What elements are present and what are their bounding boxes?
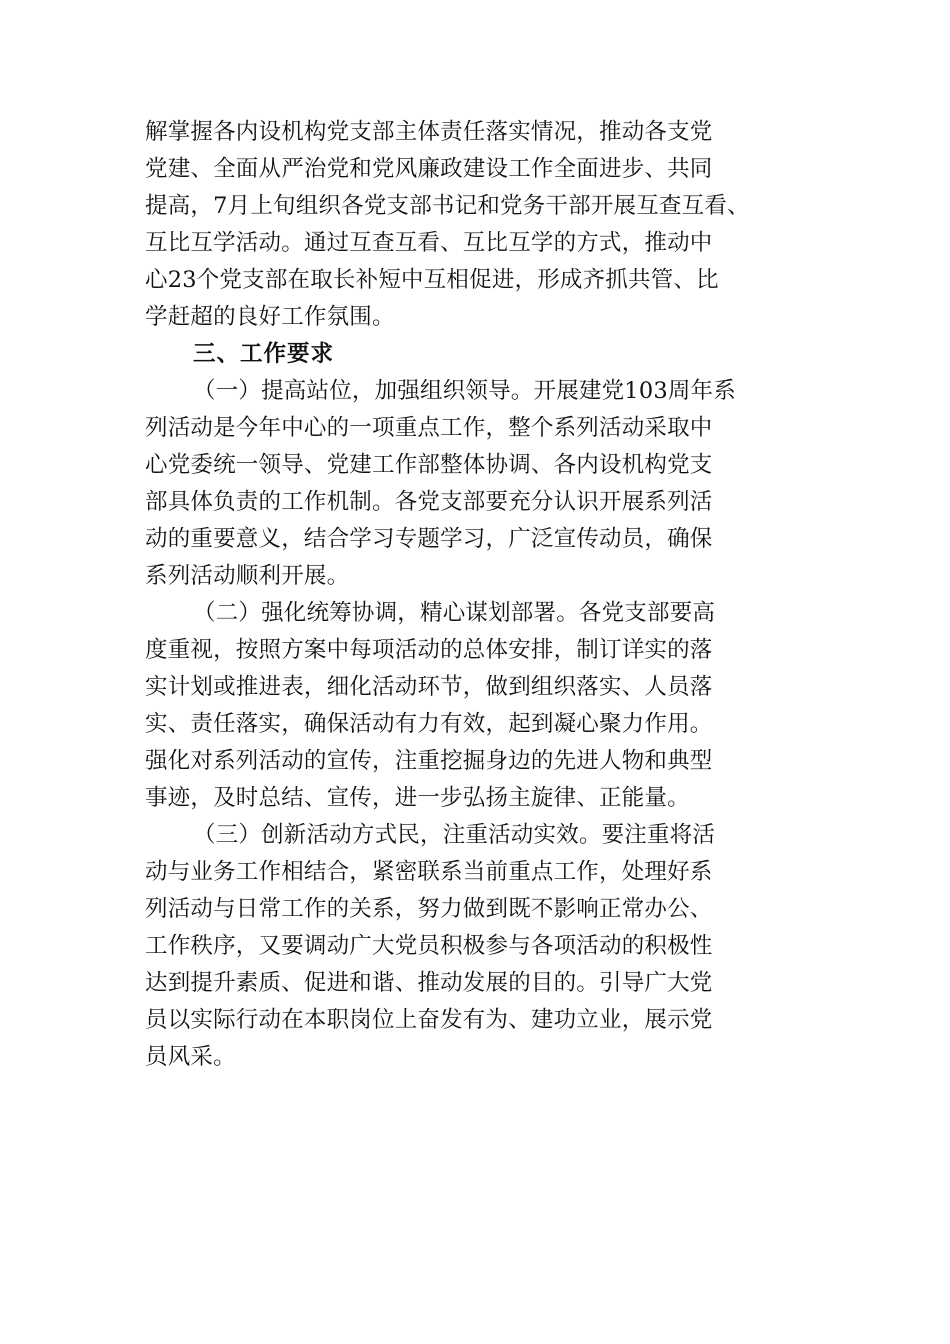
paragraph-line: 事迹，及时总结、宣传，进一步弘扬主旋律、正能量。 (145, 785, 690, 811)
paragraph-line: 实计划或推进表，细化活动环节，做到组织落实、人员落 (145, 674, 713, 700)
paragraph-line: 心23个党支部在取长补短中互相促进，形成齐抓共管、比 (145, 267, 719, 293)
paragraph-line: 达到提升素质、促进和谐、推动发展的目的。引导广大党 (145, 970, 713, 996)
paragraph-line: 员风采。 (145, 1044, 236, 1070)
paragraph-line: 列活动是今年中心的一项重点工作，整个系列活动采取中 (145, 415, 713, 441)
paragraph-line: 学赶超的良好工作氛围。 (145, 304, 395, 330)
paragraph-line: 互比互学活动。通过互查互看、互比互学的方式，推动中 (145, 230, 713, 256)
paragraph-line: 度重视，按照方案中每项活动的总体安排，制订详实的落 (145, 637, 713, 663)
paragraph-line: 员以实际行动在本职岗位上奋发有为、建功立业，展示党 (145, 1007, 713, 1033)
paragraph-line: （一）提高站位，加强组织领导。开展建党103周年系 (193, 378, 736, 404)
paragraph-line: 实、责任落实，确保活动有力有效，起到凝心聚力作用。 (145, 711, 713, 737)
paragraph-line: 党建、全面从严治党和党风廉政建设工作全面进步、共同 (145, 156, 713, 182)
paragraph-line: （三）创新活动方式民，注重活动实效。要注重将活 (193, 822, 716, 848)
document-body (145, 114, 825, 1076)
paragraph-line: 列活动与日常工作的关系，努力做到既不影响正常办公、 (145, 896, 713, 922)
paragraph-line: 动的重要意义，结合学习专题学习，广泛宣传动员，确保 (145, 526, 713, 552)
paragraph-line: 动与业务工作相结合，紧密联系当前重点工作，处理好系 (145, 859, 713, 885)
paragraph-line: 工作秩序，又要调动广大党员积极参与各项活动的积极性 (145, 933, 713, 959)
paragraph-line: 部具体负责的工作机制。各党支部要充分认识开展系列活 (145, 489, 713, 515)
paragraph-line: 强化对系列活动的宣传，注重挖掘身边的先进人物和典型 (145, 748, 713, 774)
paragraph-line: （二）强化统筹协调，精心谋划部署。各党支部要高 (193, 600, 716, 626)
paragraph-line: 系列活动顺利开展。 (145, 563, 350, 589)
paragraph-line: 解掌握各内设机构党支部主体责任落实情况，推动各支党 (145, 119, 713, 145)
section-heading: 三、工作要求 (193, 341, 335, 367)
paragraph-line: 心党委统一领导、党建工作部整体协调、各内设机构党支 (145, 452, 713, 478)
paragraph-line: 提高，7月上旬组织各党支部书记和党务干部开展互查互看、 (145, 193, 750, 219)
